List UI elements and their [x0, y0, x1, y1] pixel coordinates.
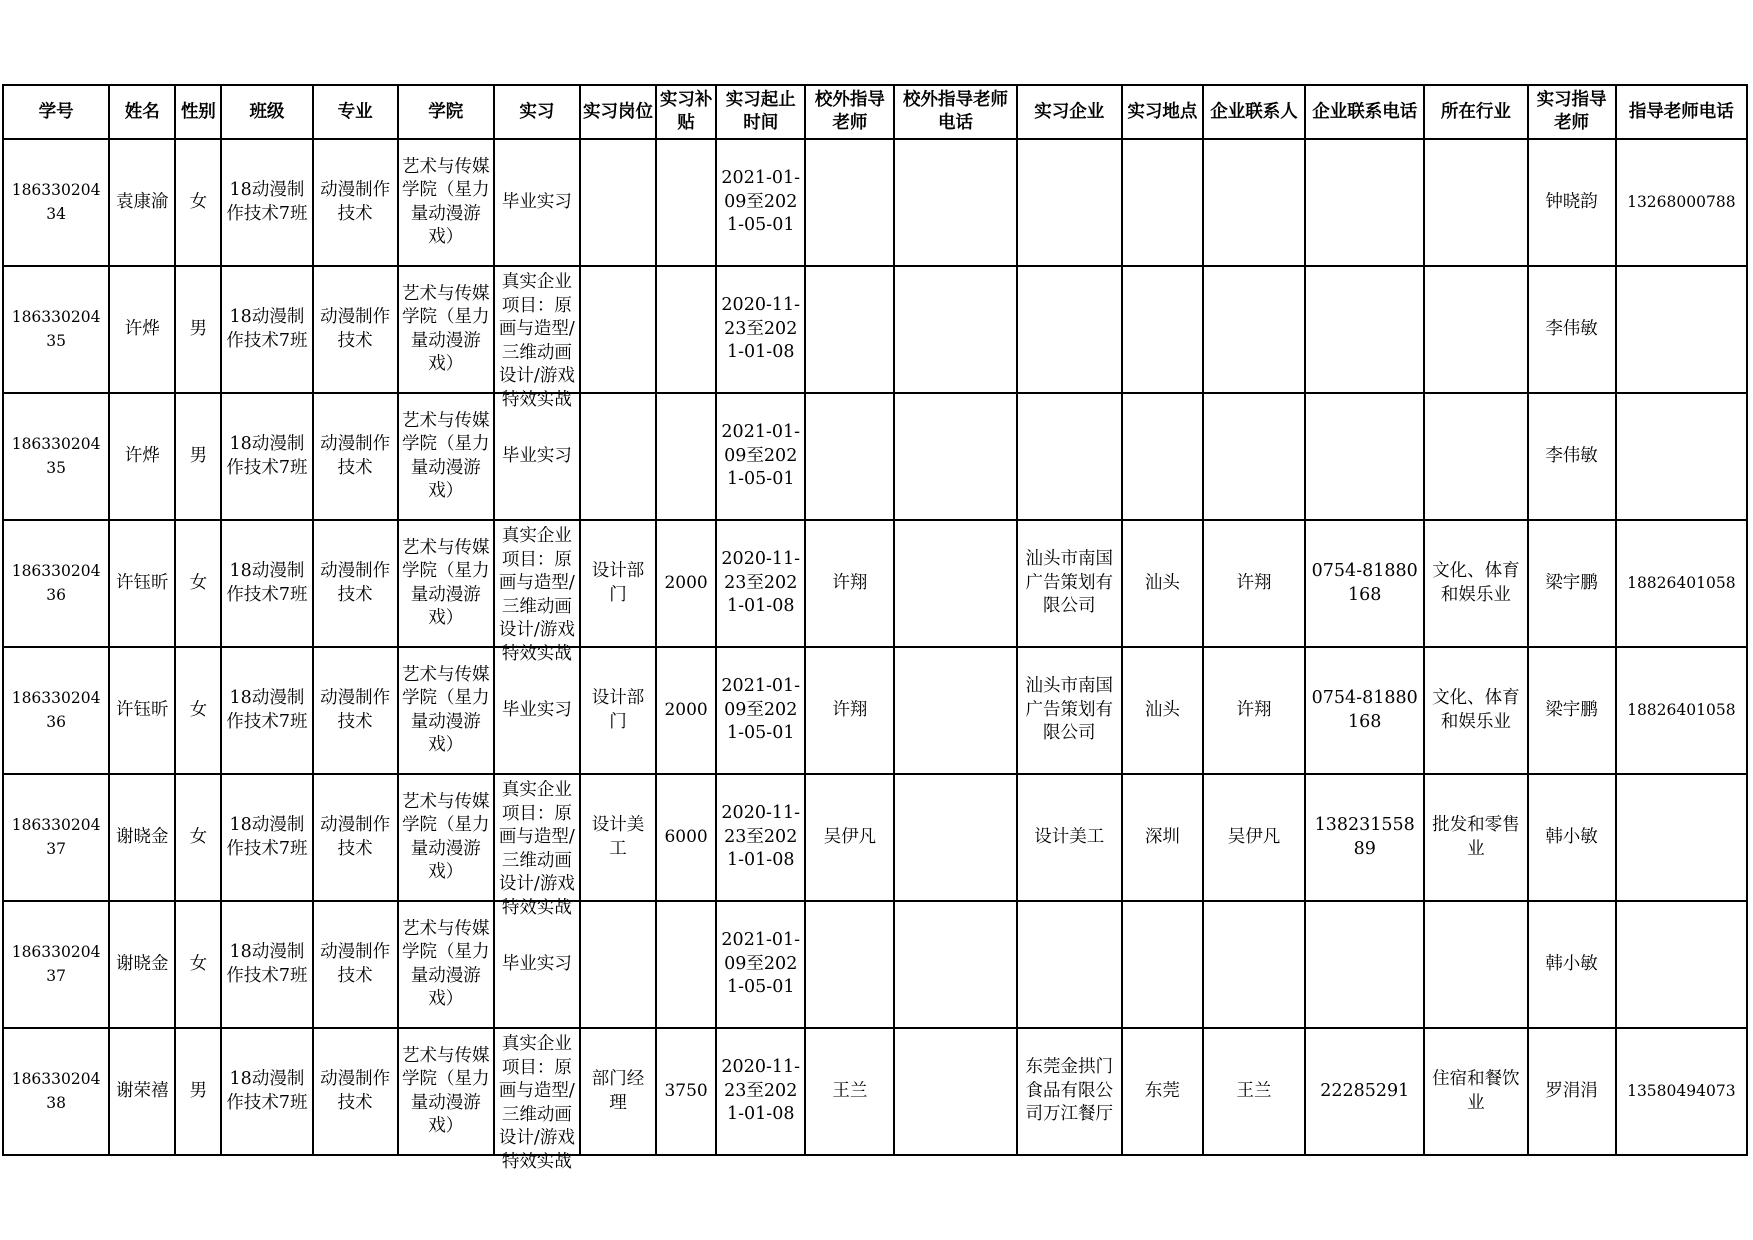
cell-gender — [175, 774, 221, 901]
cell-text: 0754-81880168 — [1311, 688, 1418, 732]
cell-text: 汕头市南国广告策划有限公司 — [1025, 676, 1113, 744]
cell-text: 深圳 — [1144, 826, 1180, 847]
cell-instructor — [1528, 647, 1616, 774]
cell-instructor-phone — [1616, 520, 1747, 647]
column-header-external-mentor-phone: 校外指导老师电话 — [894, 85, 1016, 139]
cell-subsidy — [656, 393, 716, 520]
cell-text: 动漫制作技术 — [320, 180, 391, 224]
column-header-instructor: 实习指导老师 — [1528, 85, 1616, 139]
cell-period — [716, 520, 805, 647]
column-header-subsidy: 实习补贴 — [656, 85, 716, 139]
cell-student-id — [3, 1028, 109, 1155]
cell-text: 艺术与传媒学院（星力量动漫游戏） — [401, 156, 490, 247]
cell-text: 女 — [189, 572, 208, 593]
cell-instructor — [1528, 139, 1616, 266]
cell-company — [1017, 1028, 1122, 1155]
cell-internship — [494, 774, 580, 918]
cell-text: 18动漫制作技术7班 — [226, 307, 308, 351]
cell-period — [716, 901, 805, 1028]
cell-college — [398, 774, 494, 901]
column-header-company-phone: 企业联系电话 — [1305, 85, 1424, 139]
header-row — [3, 85, 1747, 139]
cell-company-phone — [1305, 774, 1424, 901]
cell-location — [1122, 647, 1203, 774]
cell-name — [109, 393, 175, 520]
cell-text: 真实企业项目：原画与造型/三维动画设计/游戏特效实战 — [498, 780, 575, 918]
cell-text: 许翔 — [832, 572, 868, 593]
cell-text: 3750 — [664, 1080, 708, 1101]
cell-text: 艺术与传媒学院（星力量动漫游戏） — [401, 283, 490, 374]
column-header-internship: 实习 — [494, 85, 580, 139]
cell-company-contact — [1203, 266, 1305, 393]
cell-text: 设计美工 — [1034, 826, 1105, 847]
cell-company — [1017, 647, 1122, 774]
cell-position — [580, 266, 656, 393]
cell-text: 男 — [189, 445, 208, 466]
table-header — [3, 85, 1747, 139]
cell-text: 18633020434 — [11, 181, 101, 223]
cell-external-mentor — [805, 647, 894, 774]
cell-subsidy — [656, 774, 716, 901]
cell-external-mentor-phone — [894, 901, 1016, 1028]
cell-company — [1017, 266, 1122, 393]
cell-text: 谢晓金 — [115, 953, 169, 974]
cell-text: 谢晓金 — [115, 826, 169, 847]
cell-major — [313, 520, 398, 647]
cell-text: 0754-81880168 — [1311, 561, 1418, 605]
cell-position — [580, 647, 656, 774]
cell-text: 许钰昕 — [115, 572, 169, 593]
cell-text: 18826401058 — [1627, 573, 1736, 592]
cell-text: 艺术与传媒学院（星力量动漫游戏） — [401, 1045, 490, 1136]
column-header-instructor-phone: 指导老师电话 — [1616, 85, 1747, 139]
cell-major — [313, 1028, 398, 1155]
cell-gender — [175, 266, 221, 393]
cell-gender — [175, 139, 221, 266]
cell-text: 许翔 — [832, 699, 868, 720]
cell-text: 2000 — [664, 572, 708, 593]
cell-period — [716, 1028, 805, 1155]
cell-text: 2020-11-23至2021-01-08 — [721, 549, 801, 617]
table-row — [3, 1028, 1747, 1155]
cell-text: 东莞 — [1144, 1080, 1180, 1101]
cell-company-contact — [1203, 520, 1305, 647]
cell-instructor-phone — [1616, 901, 1747, 1028]
cell-text: 艺术与传媒学院（星力量动漫游戏） — [401, 664, 490, 755]
cell-class — [221, 647, 312, 774]
cell-company — [1017, 139, 1122, 266]
cell-text: 吴伊凡 — [823, 826, 877, 847]
cell-text: 真实企业项目：原画与造型/三维动画设计/游戏特效实战 — [498, 526, 575, 664]
cell-text: 真实企业项目：原画与造型/三维动画设计/游戏特效实战 — [498, 1034, 575, 1172]
cell-external-mentor-phone — [894, 520, 1016, 647]
table-row — [3, 901, 1747, 1028]
cell-instructor-phone — [1616, 1028, 1747, 1155]
cell-industry — [1424, 901, 1527, 1028]
cell-location — [1122, 774, 1203, 901]
cell-text: 吴伊凡 — [1227, 826, 1281, 847]
cell-text: 谢荣禧 — [115, 1080, 169, 1101]
cell-text: 住宿和餐饮业 — [1432, 1069, 1520, 1113]
cell-industry — [1424, 774, 1527, 901]
cell-subsidy — [656, 1028, 716, 1155]
cell-college — [398, 647, 494, 774]
cell-text: 动漫制作技术 — [320, 561, 391, 605]
column-header-major: 专业 — [313, 85, 398, 139]
cell-text: 批发和零售业 — [1432, 815, 1520, 859]
cell-text: 女 — [189, 826, 208, 847]
cell-text: 真实企业项目：原画与造型/三维动画设计/游戏特效实战 — [498, 272, 575, 410]
cell-text: 女 — [189, 953, 208, 974]
cell-internship — [494, 393, 580, 520]
cell-industry — [1424, 520, 1527, 647]
cell-subsidy — [656, 901, 716, 1028]
cell-position — [580, 774, 656, 901]
cell-instructor-phone — [1616, 139, 1747, 266]
cell-student-id — [3, 901, 109, 1028]
cell-text: 18动漫制作技术7班 — [226, 561, 308, 605]
cell-name — [109, 139, 175, 266]
table-row — [3, 266, 1747, 393]
cell-text: 艺术与传媒学院（星力量动漫游戏） — [401, 410, 490, 501]
cell-text: 李伟敏 — [1545, 445, 1598, 466]
table-row — [3, 774, 1747, 901]
cell-company-contact — [1203, 901, 1305, 1028]
cell-company-contact — [1203, 393, 1305, 520]
cell-industry — [1424, 139, 1527, 266]
column-header-student-id: 学号 — [3, 85, 109, 139]
cell-text: 18633020435 — [11, 308, 101, 350]
cell-text: 梁宇鹏 — [1545, 572, 1598, 593]
cell-text: 6000 — [664, 826, 708, 847]
cell-position — [580, 1028, 656, 1155]
cell-college — [398, 901, 494, 1028]
cell-company — [1017, 774, 1122, 901]
cell-text: 动漫制作技术 — [320, 434, 391, 478]
column-header-name: 姓名 — [109, 85, 175, 139]
cell-period — [716, 647, 805, 774]
cell-major — [313, 647, 398, 774]
cell-text: 梁宇鹏 — [1545, 699, 1598, 720]
cell-period — [716, 774, 805, 901]
cell-industry — [1424, 1028, 1527, 1155]
cell-text: 2021-01-09至2021-05-01 — [721, 676, 801, 744]
cell-external-mentor — [805, 266, 894, 393]
cell-major — [313, 139, 398, 266]
cell-text: 许烨 — [124, 445, 160, 466]
cell-gender — [175, 901, 221, 1028]
cell-text: 2020-11-23至2021-01-08 — [721, 295, 801, 363]
cell-company-contact — [1203, 139, 1305, 266]
table-body — [3, 139, 1747, 1172]
cell-name — [109, 901, 175, 1028]
cell-name — [109, 647, 175, 774]
cell-name — [109, 1028, 175, 1155]
cell-text: 毕业实习 — [501, 699, 572, 720]
column-header-period: 实习起止时间 — [716, 85, 805, 139]
cell-text: 18动漫制作技术7班 — [226, 1069, 308, 1113]
column-header-location: 实习地点 — [1122, 85, 1203, 139]
column-header-class: 班级 — [221, 85, 312, 139]
cell-text: 18633020436 — [11, 562, 101, 604]
cell-internship — [494, 266, 580, 410]
cell-text: 毕业实习 — [501, 953, 572, 974]
cell-text: 汕头 — [1144, 572, 1180, 593]
cell-text: 许翔 — [1236, 699, 1272, 720]
cell-class — [221, 266, 312, 393]
cell-external-mentor-phone — [894, 266, 1016, 393]
cell-student-id — [3, 774, 109, 901]
column-header-company: 实习企业 — [1017, 85, 1122, 139]
cell-company-contact — [1203, 1028, 1305, 1155]
cell-text: 13580494073 — [1627, 1081, 1736, 1100]
cell-text: 男 — [189, 318, 208, 339]
cell-subsidy — [656, 520, 716, 647]
cell-gender — [175, 1028, 221, 1155]
cell-instructor — [1528, 1028, 1616, 1155]
cell-period — [716, 139, 805, 266]
cell-external-mentor — [805, 139, 894, 266]
cell-class — [221, 520, 312, 647]
table-row — [3, 647, 1747, 774]
column-header-company-contact: 企业联系人 — [1203, 85, 1305, 139]
column-header-college: 学院 — [398, 85, 494, 139]
cell-text: 部门经理 — [591, 1069, 645, 1113]
cell-company-phone — [1305, 520, 1424, 647]
cell-text: 18动漫制作技术7班 — [226, 434, 308, 478]
cell-internship — [494, 520, 580, 664]
cell-student-id — [3, 266, 109, 393]
cell-text: 王兰 — [832, 1080, 868, 1101]
cell-text: 设计部门 — [591, 688, 645, 732]
cell-text: 文化、体育和娱乐业 — [1432, 561, 1520, 605]
cell-instructor-phone — [1616, 393, 1747, 520]
cell-external-mentor — [805, 774, 894, 901]
cell-instructor — [1528, 393, 1616, 520]
cell-gender — [175, 520, 221, 647]
cell-text: 动漫制作技术 — [320, 307, 391, 351]
cell-text: 动漫制作技术 — [320, 942, 391, 986]
cell-instructor-phone — [1616, 647, 1747, 774]
cell-location — [1122, 266, 1203, 393]
cell-location — [1122, 1028, 1203, 1155]
cell-industry — [1424, 647, 1527, 774]
cell-text: 文化、体育和娱乐业 — [1432, 688, 1520, 732]
internship-table — [2, 84, 1748, 1172]
cell-text: 女 — [189, 699, 208, 720]
cell-text: 18动漫制作技术7班 — [226, 815, 308, 859]
cell-text: 罗涓涓 — [1545, 1080, 1598, 1101]
cell-external-mentor-phone — [894, 1028, 1016, 1155]
cell-text: 18动漫制作技术7班 — [226, 688, 308, 732]
cell-text: 钟晓韵 — [1545, 191, 1598, 212]
cell-text: 2000 — [664, 699, 708, 720]
cell-gender — [175, 393, 221, 520]
cell-name — [109, 774, 175, 901]
table-row — [3, 520, 1747, 647]
cell-gender — [175, 647, 221, 774]
cell-location — [1122, 901, 1203, 1028]
cell-instructor — [1528, 266, 1616, 393]
cell-text: 18633020436 — [11, 689, 101, 731]
cell-external-mentor-phone — [894, 774, 1016, 901]
column-header-external-mentor: 校外指导老师 — [805, 85, 894, 139]
cell-student-id — [3, 393, 109, 520]
cell-industry — [1424, 266, 1527, 393]
cell-external-mentor — [805, 393, 894, 520]
cell-text: 汕头 — [1144, 699, 1180, 720]
cell-position — [580, 901, 656, 1028]
cell-text: 动漫制作技术 — [320, 1069, 391, 1113]
cell-text: 设计部门 — [591, 561, 645, 605]
cell-company-phone — [1305, 647, 1424, 774]
cell-student-id — [3, 520, 109, 647]
cell-company-phone — [1305, 901, 1424, 1028]
cell-position — [580, 393, 656, 520]
cell-text: 动漫制作技术 — [320, 815, 391, 859]
cell-major — [313, 393, 398, 520]
cell-text: 18动漫制作技术7班 — [226, 942, 308, 986]
cell-text: 18动漫制作技术7班 — [226, 180, 308, 224]
cell-text: 18633020435 — [11, 435, 101, 477]
cell-external-mentor-phone — [894, 393, 1016, 520]
cell-company-contact — [1203, 647, 1305, 774]
cell-industry — [1424, 393, 1527, 520]
cell-location — [1122, 393, 1203, 520]
cell-text: 13268000788 — [1627, 192, 1736, 211]
cell-text: 毕业实习 — [501, 445, 572, 466]
cell-major — [313, 901, 398, 1028]
cell-text: 王兰 — [1236, 1080, 1272, 1101]
cell-text: 韩小敏 — [1545, 826, 1598, 847]
cell-instructor — [1528, 774, 1616, 901]
cell-class — [221, 901, 312, 1028]
cell-text: 女 — [189, 191, 208, 212]
column-header-gender: 性别 — [175, 85, 221, 139]
cell-text: 2020-11-23至2021-01-08 — [721, 1057, 801, 1125]
cell-text: 2021-01-09至2021-05-01 — [721, 930, 801, 998]
cell-text: 艺术与传媒学院（星力量动漫游戏） — [401, 918, 490, 1009]
cell-college — [398, 266, 494, 393]
cell-internship — [494, 1028, 580, 1172]
cell-external-mentor — [805, 901, 894, 1028]
cell-text: 男 — [189, 1080, 208, 1101]
cell-period — [716, 266, 805, 393]
cell-text: 东莞金拱门食品有限公司万江餐厅 — [1025, 1057, 1113, 1125]
cell-text: 22285291 — [1320, 1080, 1410, 1101]
cell-location — [1122, 520, 1203, 647]
cell-instructor-phone — [1616, 774, 1747, 901]
cell-internship — [494, 901, 580, 1028]
cell-major — [313, 266, 398, 393]
cell-company — [1017, 393, 1122, 520]
cell-college — [398, 520, 494, 647]
cell-external-mentor — [805, 1028, 894, 1155]
cell-external-mentor-phone — [894, 647, 1016, 774]
cell-internship — [494, 647, 580, 774]
cell-text: 13823155889 — [1314, 815, 1415, 859]
cell-text: 毕业实习 — [501, 191, 572, 212]
table-row — [3, 393, 1747, 520]
cell-text: 2021-01-09至2021-05-01 — [721, 168, 801, 236]
cell-student-id — [3, 647, 109, 774]
cell-subsidy — [656, 139, 716, 266]
cell-text: 汕头市南国广告策划有限公司 — [1025, 549, 1113, 617]
table-row — [3, 139, 1747, 266]
cell-name — [109, 266, 175, 393]
cell-company-phone — [1305, 1028, 1424, 1155]
cell-external-mentor-phone — [894, 139, 1016, 266]
cell-text: 2020-11-23至2021-01-08 — [721, 803, 801, 871]
cell-text: 动漫制作技术 — [320, 688, 391, 732]
cell-instructor — [1528, 901, 1616, 1028]
cell-company-phone — [1305, 139, 1424, 266]
cell-instructor-phone — [1616, 266, 1747, 393]
cell-class — [221, 393, 312, 520]
cell-college — [398, 393, 494, 520]
cell-text: 2021-01-09至2021-05-01 — [721, 422, 801, 490]
cell-instructor — [1528, 520, 1616, 647]
column-header-industry: 所在行业 — [1424, 85, 1527, 139]
cell-text: 李伟敏 — [1545, 318, 1598, 339]
cell-name — [109, 520, 175, 647]
cell-major — [313, 774, 398, 901]
cell-position — [580, 520, 656, 647]
cell-college — [398, 1028, 494, 1155]
cell-text: 艺术与传媒学院（星力量动漫游戏） — [401, 791, 490, 882]
cell-subsidy — [656, 266, 716, 393]
cell-class — [221, 774, 312, 901]
cell-text: 设计美工 — [591, 815, 645, 859]
cell-text: 袁康渝 — [115, 191, 169, 212]
cell-text: 18633020437 — [11, 943, 101, 985]
cell-location — [1122, 139, 1203, 266]
cell-text: 18633020438 — [11, 1070, 101, 1112]
cell-external-mentor — [805, 520, 894, 647]
cell-student-id — [3, 139, 109, 266]
cell-company — [1017, 520, 1122, 647]
cell-text: 许烨 — [124, 318, 160, 339]
cell-text: 许钰昕 — [115, 699, 169, 720]
cell-text: 许翔 — [1236, 572, 1272, 593]
cell-internship — [494, 139, 580, 266]
cell-company-contact — [1203, 774, 1305, 901]
cell-company-phone — [1305, 266, 1424, 393]
cell-company-phone — [1305, 393, 1424, 520]
cell-period — [716, 393, 805, 520]
cell-college — [398, 139, 494, 266]
cell-text: 艺术与传媒学院（星力量动漫游戏） — [401, 537, 490, 628]
cell-subsidy — [656, 647, 716, 774]
cell-text: 韩小敏 — [1545, 953, 1598, 974]
cell-position — [580, 139, 656, 266]
cell-class — [221, 1028, 312, 1155]
column-header-position: 实习岗位 — [580, 85, 656, 139]
cell-text: 18826401058 — [1627, 700, 1736, 719]
cell-text: 18633020437 — [11, 816, 101, 858]
cell-class — [221, 139, 312, 266]
cell-company — [1017, 901, 1122, 1028]
